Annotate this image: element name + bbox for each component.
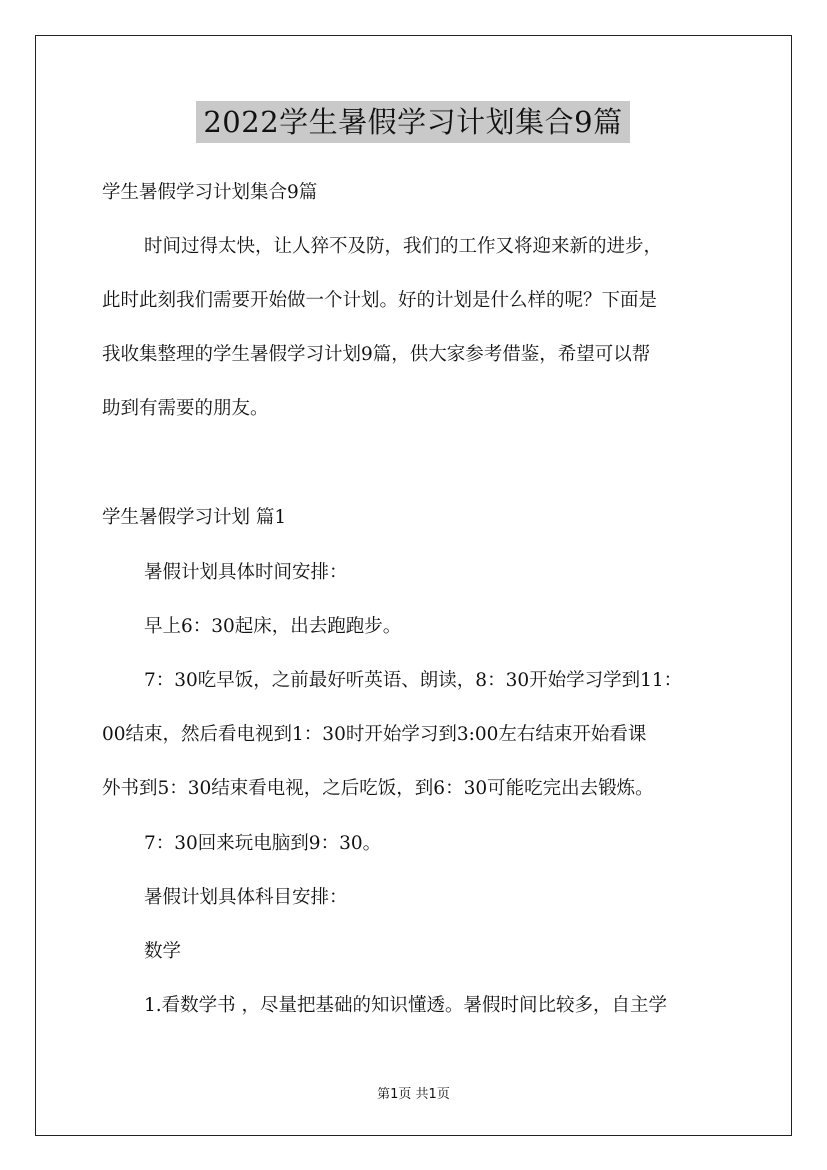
intro-line: 我收集整理的学生暑假学习计划9篇，供大家参考借鉴，希望可以帮 xyxy=(102,344,651,365)
document-title: 2022学生暑假学习计划集合9篇 xyxy=(196,101,630,143)
body-line: 7：30吃早饭，之前最好听英语、朗读，8：30开始学习学到11： xyxy=(144,670,683,691)
body-line: 数学 xyxy=(144,941,182,962)
intro-line: 时间过得太快，让人猝不及防，我们的工作又将迎来新的进步， xyxy=(144,236,663,257)
body-line: 00结束，然后看电视到1：30时开始学习到3:00左右结束开始看课 xyxy=(102,724,647,745)
page-footer: 第1页 共1页 xyxy=(377,1087,450,1102)
body-line: 1.看数学书 ，尽量把基础的知识懂透。暑假时间比较多，自主学 xyxy=(144,995,668,1016)
intro-line: 助到有需要的朋友。 xyxy=(102,398,269,419)
section-heading: 学生暑假学习计划 篇1 xyxy=(102,507,287,528)
body-line: 7：30回来玩电脑到9：30。 xyxy=(144,833,382,854)
body-line: 外书到5：30结束看电视，之后吃饭，到6：30可能吃完出去锻炼。 xyxy=(102,778,654,799)
intro-line: 此时此刻我们需要开始做一个计划。好的计划是什么样的呢？下面是 xyxy=(102,290,658,311)
document-subtitle: 学生暑假学习计划集合9篇 xyxy=(102,182,318,203)
body-line: 早上6：30起床，出去跑跑步。 xyxy=(144,616,402,637)
body-line: 暑假计划具体科目安排： xyxy=(144,887,348,908)
body-line: 暑假计划具体时间安排： xyxy=(144,562,348,583)
